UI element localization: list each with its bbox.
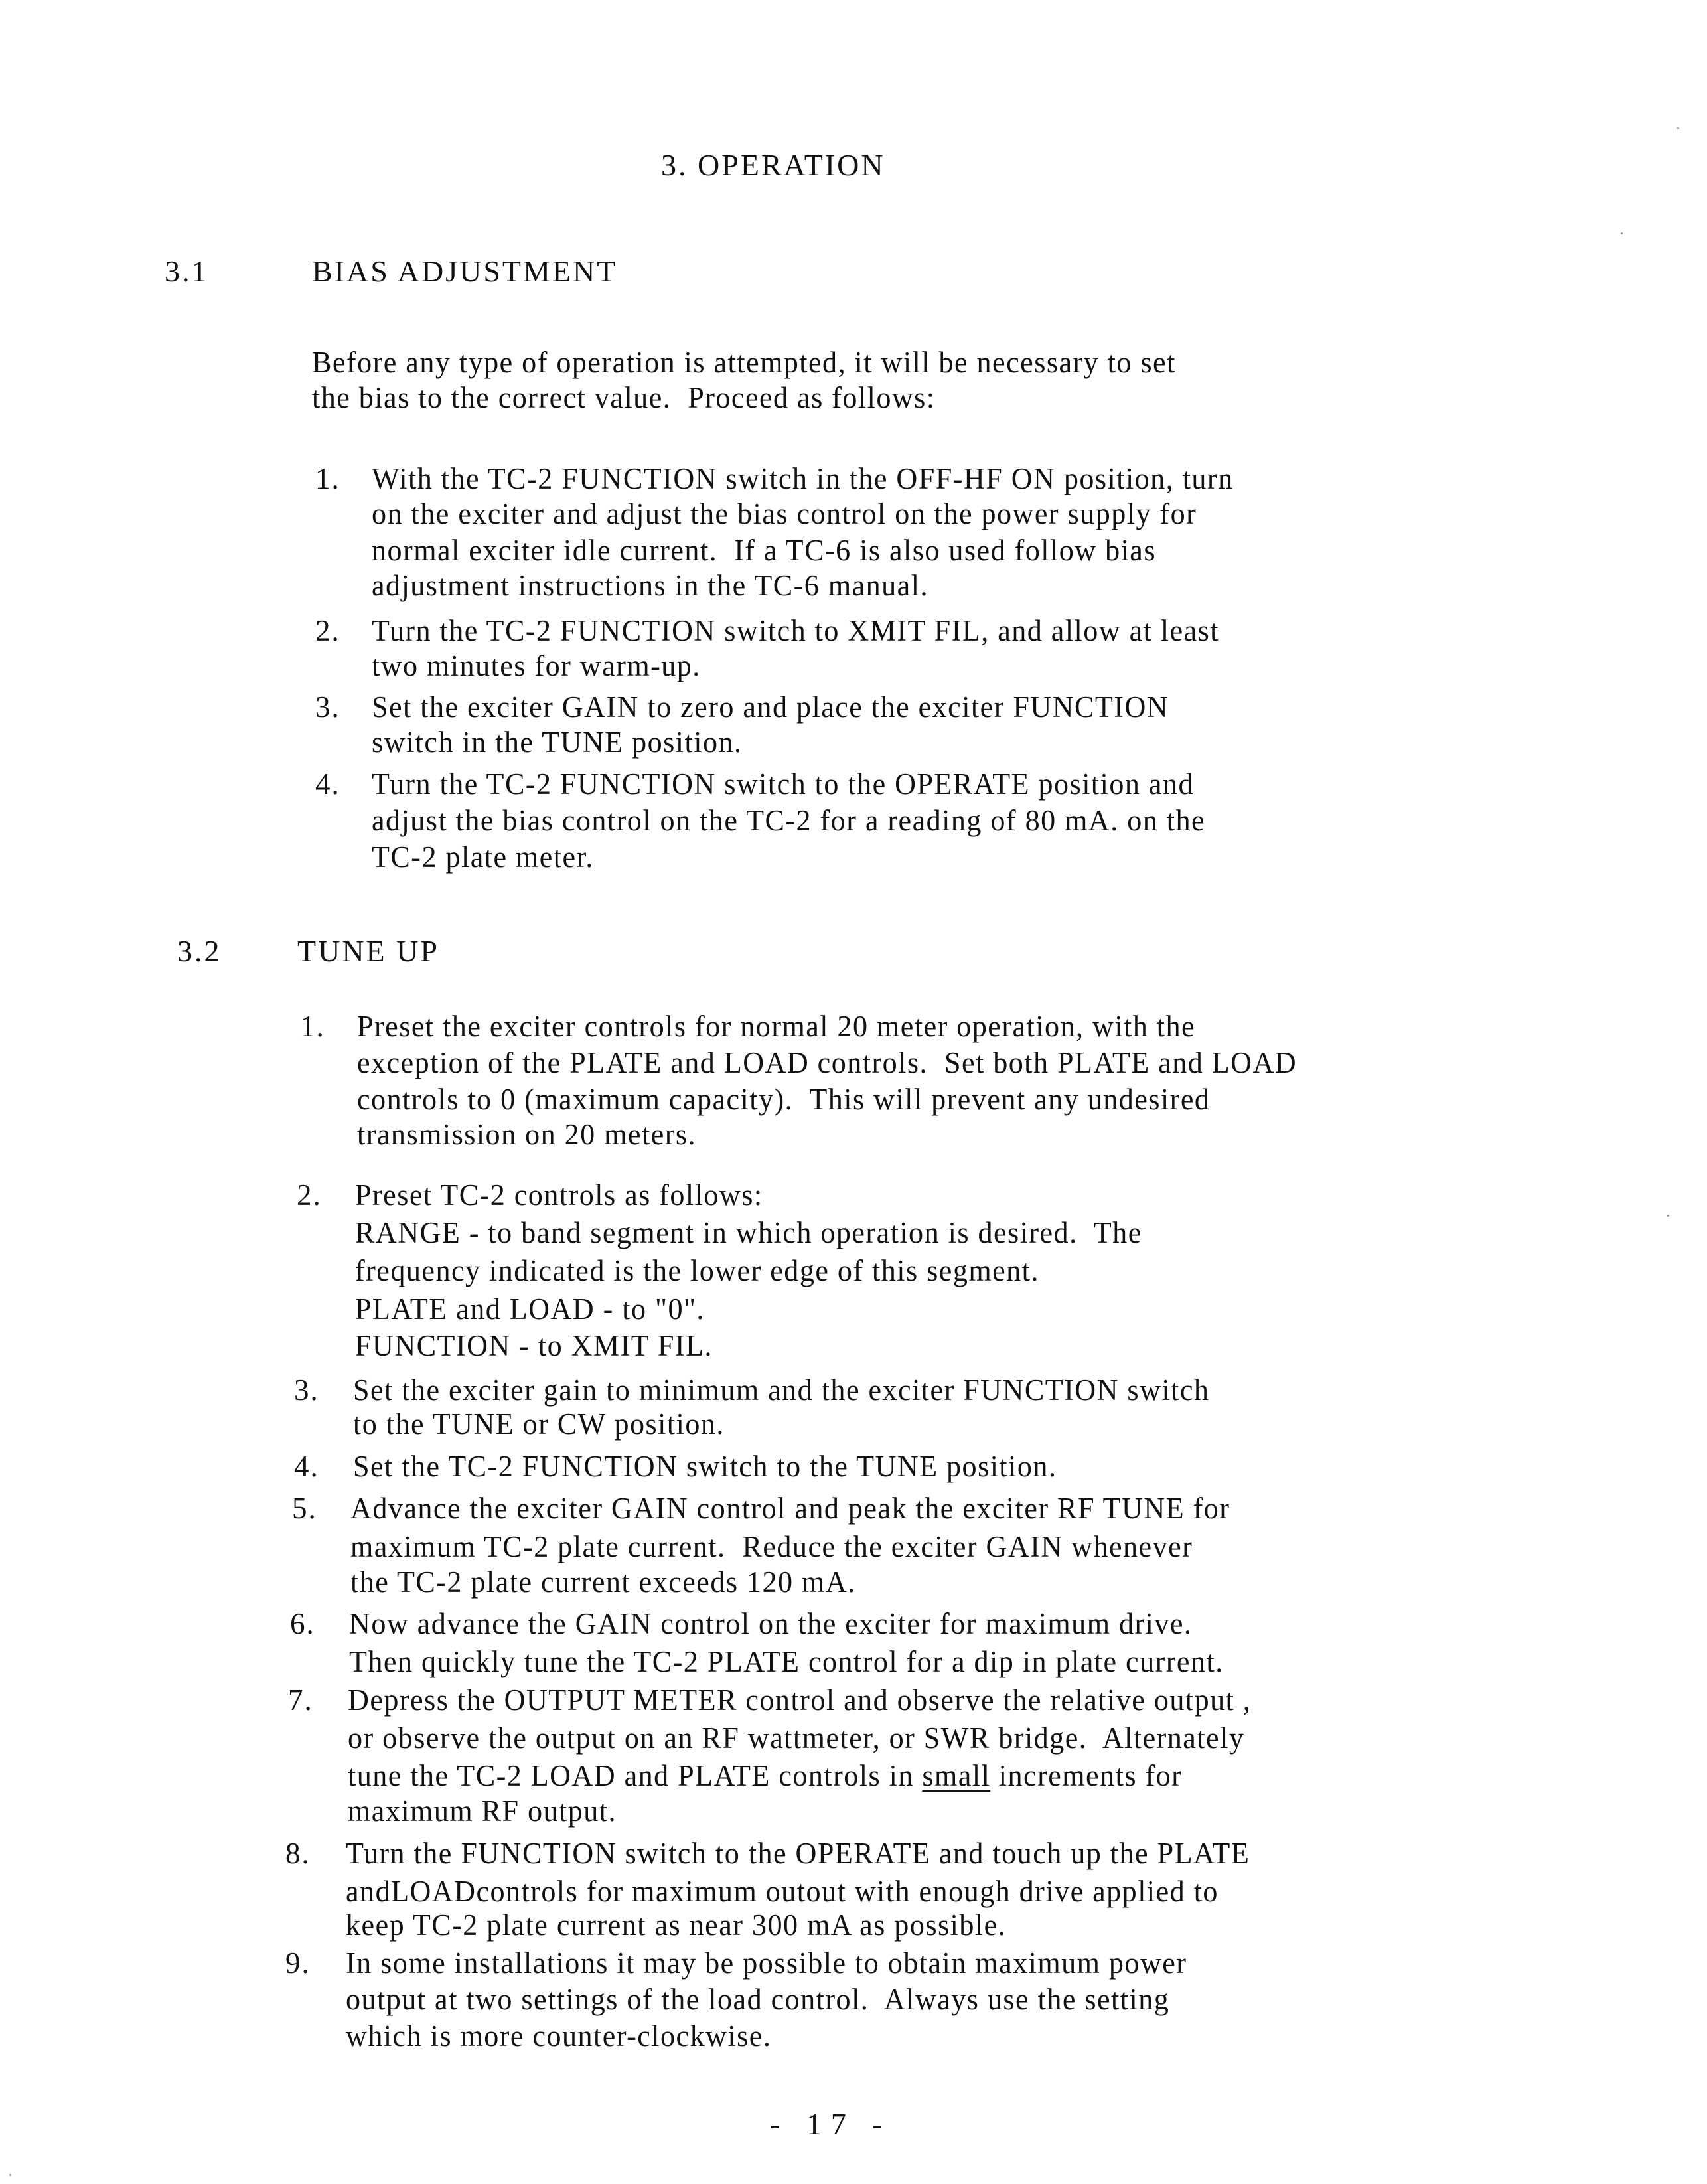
intro-line: Before any type of operation is attempted, it will be necessary to set: [312, 346, 1176, 379]
list-item-line: TC-2 plate meter.: [372, 840, 594, 874]
list-item-line: normal exciter idle current. If a TC-6 is also used follow bias: [372, 534, 1156, 567]
list-item-line: andLOADcontrols for maximum outout with enough drive applied to: [346, 1875, 1219, 1908]
list-item-line: frequency indicated is the lower edge of this segment.: [355, 1254, 1039, 1287]
list-item-line: Set the TC-2 FUNCTION switch to the TUNE position.: [353, 1450, 1057, 1483]
emphasis-underlined: small: [922, 1759, 991, 1792]
list-item-line: Turn the TC-2 FUNCTION switch to XMIT FIL, and allow at least: [372, 614, 1220, 647]
scan-speck: [1621, 232, 1623, 234]
list-item-line: exception of the PLATE and LOAD controls. Set both PLATE and LOAD: [357, 1046, 1298, 1079]
list-marker: 3.: [315, 690, 340, 724]
section-title: TUNE UP: [297, 934, 439, 968]
list-item-line: two minutes for warm-up.: [372, 649, 701, 682]
list-marker: 2.: [297, 1178, 322, 1211]
list-marker: 3.: [294, 1373, 319, 1407]
list-marker: 4.: [294, 1450, 319, 1483]
list-item-line: transmission on 20 meters.: [357, 1118, 697, 1151]
list-item-line: Preset the exciter controls for normal 20 meter operation, with the: [357, 1010, 1196, 1043]
list-item-line: With the TC-2 FUNCTION switch in the OFF-HF ON position, turn: [372, 462, 1234, 495]
list-item-line: the TC-2 plate current exceeds 120 mA.: [350, 1565, 856, 1599]
list-item-line-tail: increments for: [990, 1759, 1183, 1792]
list-marker: 2.: [315, 614, 340, 647]
list-marker: 4.: [315, 767, 340, 801]
list-item-line: switch in the TUNE position.: [372, 726, 743, 759]
list-marker: 5.: [292, 1492, 317, 1525]
list-item-line: [348, 1761, 1182, 1791]
list-item-line: maximum RF output.: [348, 1794, 617, 1828]
list-item-line: to the TUNE or CW position.: [353, 1407, 725, 1441]
list-item-line: In some installations it may be possible to obtain maximum power: [346, 1946, 1187, 1980]
list-item-line: RANGE - to band segment in which operation is desired. The: [355, 1216, 1142, 1249]
list-item-line: which is more counter-clockwise.: [346, 2019, 772, 2053]
list-item-line: Set the exciter GAIN to zero and place the exciter FUNCTION: [372, 690, 1169, 724]
list-item-line: Depress the OUTPUT METER control and observe the relative output ,: [348, 1683, 1252, 1717]
list-item-line: controls to 0 (maximum capacity). This will prevent any undesired: [357, 1083, 1211, 1116]
section-title: BIAS ADJUSTMENT: [312, 254, 618, 288]
list-item-line: Advance the exciter GAIN control and peak the exciter RF TUNE for: [350, 1492, 1230, 1525]
list-item-line: Preset TC-2 controls as follows:: [355, 1178, 763, 1211]
list-item-line: FUNCTION - to XMIT FIL.: [355, 1329, 713, 1362]
list-item-line: Turn the TC-2 FUNCTION switch to the OPERATE position and: [372, 767, 1194, 801]
intro-line: the bias to the correct value. Proceed as follows:: [312, 381, 936, 414]
list-item-line: adjust the bias control on the TC-2 for a reading of 80 mA. on the: [372, 804, 1206, 837]
list-marker: 7.: [288, 1683, 313, 1717]
list-item-line: adjustment instructions in the TC-6 manual.: [372, 569, 928, 602]
list-marker: 9.: [285, 1946, 311, 1980]
list-marker: 8.: [285, 1837, 311, 1870]
list-item-line: keep TC-2 plate current as near 300 mA as possible.: [346, 1909, 1007, 1942]
list-item-line-head: tune the TC-2 LOAD and PLATE controls in: [348, 1759, 923, 1792]
list-item-line: maximum TC-2 plate current. Reduce the exciter GAIN whenever: [350, 1530, 1193, 1563]
list-item-line: or observe the output on an RF wattmeter, or SWR bridge. Alternately: [348, 1721, 1245, 1755]
section-number: 3.1: [165, 254, 209, 288]
section-number: 3.2: [177, 934, 222, 968]
list-item-line: Turn the FUNCTION switch to the OPERATE and touch up the PLATE: [346, 1837, 1250, 1870]
scan-speck: [1667, 1215, 1669, 1217]
chapter-title: 3. OPERATION: [661, 148, 885, 182]
list-item-line: on the exciter and adjust the bias control on the power supply for: [372, 497, 1197, 530]
list-marker: 1.: [315, 462, 340, 495]
list-marker: 1.: [300, 1010, 325, 1043]
list-item-line: PLATE and LOAD - to "0".: [355, 1292, 705, 1326]
page-number: - 17 -: [770, 2107, 892, 2141]
scan-speck: [1677, 127, 1679, 129]
list-item-line: Then quickly tune the TC-2 PLATE control for a dip in plate current.: [349, 1645, 1224, 1678]
list-item-line: Now advance the GAIN control on the exciter for maximum drive.: [349, 1607, 1193, 1640]
list-item-line: output at two settings of the load control. Always use the setting: [346, 1983, 1170, 2016]
list-item-line: Set the exciter gain to minimum and the exciter FUNCTION switch: [353, 1373, 1210, 1407]
list-marker: 6.: [290, 1607, 315, 1640]
scan-speck: [9, 2174, 11, 2176]
